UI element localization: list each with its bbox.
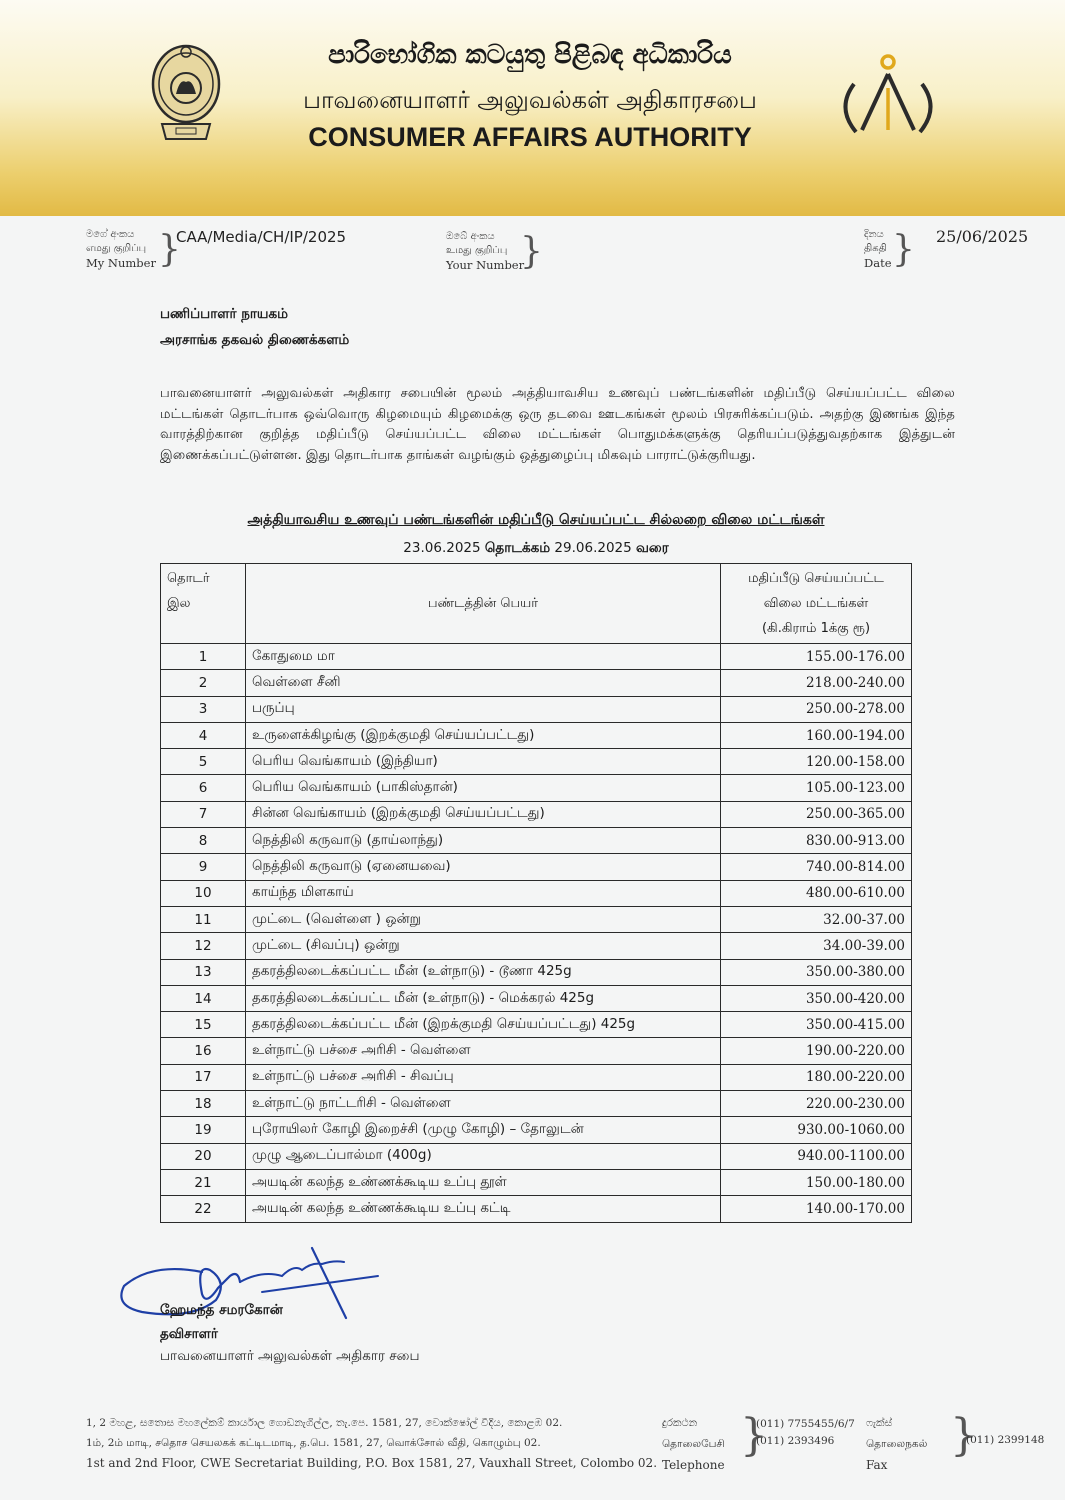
handwritten-signature-icon (112, 1242, 387, 1334)
item-price: 218.00-240.00 (721, 670, 912, 696)
table-row (161, 722, 912, 748)
brace-icon: } (892, 229, 915, 270)
item-name: தகரத்திலடைக்கப்பட்ட மீன் (உள்நாடு) - டூணா 425g (246, 959, 721, 985)
row-number: 10 (161, 880, 246, 906)
my-number-label: මගේ අංකය எமது குறிப்பு My Number (86, 229, 156, 270)
item-name: உள்நாட்டு நாட்டரிசி - வெள்ளை (246, 1091, 721, 1117)
item-name: காய்ந்த மிளகாய் (246, 880, 721, 906)
row-number: 2 (161, 670, 246, 696)
row-number: 20 (161, 1143, 246, 1169)
caa-logo-icon (832, 52, 944, 138)
row-number: 1 (161, 644, 246, 670)
item-price: 930.00-1060.00 (721, 1117, 912, 1143)
row-number: 3 (161, 696, 246, 722)
table-row (161, 1117, 912, 1143)
item-price: 350.00-420.00 (721, 985, 912, 1011)
item-price: 32.00-37.00 (721, 906, 912, 932)
row-number: 13 (161, 959, 246, 985)
item-name: உள்நாட்டு பச்சை அரிசி - வெள்ளை (246, 1038, 721, 1064)
row-number: 19 (161, 1117, 246, 1143)
item-price: 34.00-39.00 (721, 933, 912, 959)
item-price: 140.00-170.00 (721, 1196, 912, 1222)
item-price: 220.00-230.00 (721, 1091, 912, 1117)
item-name: அயடின் கலந்த உண்ணக்கூடிய உப்பு தூள் (246, 1169, 721, 1195)
item-price: 105.00-123.00 (721, 775, 912, 801)
row-number: 17 (161, 1064, 246, 1090)
table-row (161, 696, 912, 722)
footer-address-tamil: 1ம், 2ம் மாடி, சதொச செயலகக் கட்டிடமாடி, த.பெ. 1581, 27, வொக்சோல் வீதி, கொழும்பு 02. (86, 1437, 541, 1449)
row-number: 18 (161, 1091, 246, 1117)
table-row (161, 670, 912, 696)
row-number: 7 (161, 801, 246, 827)
table-title: அத்தியாவசிய உணவுப் பண்டங்களின் மதிப்பீடு செய்யப்பட்ட சில்லறை விலை மட்டங்கள் (247, 512, 825, 528)
footer-address-english: 1st and 2nd Floor, CWE Secretariat Building, P.O. Box 1581, 27, Vauxhall Street, Colombo 02. (86, 1456, 658, 1470)
signatory-name: ஹேமந்த சமரகோன் (160, 1302, 283, 1318)
item-name: நெத்திலி கருவாடு (ஏனையவை) (246, 854, 721, 880)
table-header-row (161, 564, 912, 644)
item-price: 250.00-278.00 (721, 696, 912, 722)
date-value: 25/06/2025 (936, 227, 1029, 246)
item-price: 830.00-913.00 (721, 828, 912, 854)
table-row (161, 906, 912, 932)
footer-address (86, 1413, 657, 1473)
item-name: சின்ன வெங்காயம் (இறக்குமதி செய்யப்பட்டது) (246, 801, 721, 827)
item-price: 740.00-814.00 (721, 854, 912, 880)
item-name: புரோயிலர் கோழி இறைச்சி (முழு கோழி) – தோலுடன் (246, 1117, 721, 1143)
sri-lanka-emblem-icon (150, 44, 222, 146)
table-row (161, 1143, 912, 1169)
row-number: 11 (161, 906, 246, 932)
item-price: 155.00-176.00 (721, 644, 912, 670)
your-number-label: ඔබේ අංකය உமது குறிப்பு Your Number (446, 231, 525, 272)
price-table (160, 563, 912, 1223)
row-number: 21 (161, 1169, 246, 1195)
row-number: 5 (161, 749, 246, 775)
row-number: 8 (161, 828, 246, 854)
item-name: முட்டை (வெள்ளை ) ஒன்று (246, 906, 721, 932)
org-name-tamil: பாவனையாளர் அலுவல்கள் அதிகாரசபை (303, 86, 757, 114)
brace-icon: } (740, 1410, 768, 1461)
table-row (161, 1196, 912, 1222)
table-row (161, 880, 912, 906)
body-paragraph: பாவனையாளர் அலுவல்கள் அதிகார சபையின் மூலம் அத்தியாவசிய உணவுப் பண்டங்களின் மதிப்பீடு செய்யப்பட்ட விலை மட்டங்கள் தொடர்பாக ஒவ்வொரு கிழமையும் கிழமைக்கு ஒரு தடவை ஊடகங்கள் மூலம் பிரசுரிக்கப்படும். அதற்கு இணங்க இந்த வாரத்திற்கான குறித்த மதிப்பீடு செய்யப்பட்ட விலை மட்டங்கள் பொதுமக்களுக்கு தெரியப்படுத்துவதற்காக இத்துடன் இணைக்கப்பட்டுள்ளன. இது தொடர்பாக தாங்கள் வழங்கும் ஒத்துழைப்பு மிகவும் பாராட்டுக்குரியது. (160, 386, 955, 463)
brace-icon: } (950, 1410, 978, 1461)
table-row (161, 1012, 912, 1038)
col-header-name: பண்டத்தின் பெயர் (246, 564, 721, 644)
fax-label: ෆැක්ස් தொலைநகல் Fax (866, 1417, 928, 1472)
item-name: பெரிய வெங்காயம் (இந்தியா) (246, 749, 721, 775)
row-number: 16 (161, 1038, 246, 1064)
item-price: 350.00-415.00 (721, 1012, 912, 1038)
signatory-org: பாவனையாளர் அலுவல்கள் அதிகார சபை (160, 1348, 420, 1364)
item-name: கோதுமை மா (246, 644, 721, 670)
table-row (161, 854, 912, 880)
item-name: நெத்திலி கருவாடு (தாய்லாந்து) (246, 828, 721, 854)
org-name-english: CONSUMER AFFAIRS AUTHORITY (308, 122, 752, 152)
item-name: தகரத்திலடைக்கப்பட்ட மீன் (இறக்குமதி செய்யப்பட்டது) 425g (246, 1012, 721, 1038)
row-number: 9 (161, 854, 246, 880)
telephone-numbers: (011) 7755455/6/7 (011) 2393496 (756, 1418, 855, 1447)
item-price: 150.00-180.00 (721, 1169, 912, 1195)
item-name: அயடின் கலந்த உண்ணக்கூடிய உப்பு கட்டி (246, 1196, 721, 1222)
row-number: 22 (161, 1196, 246, 1222)
table-row (161, 933, 912, 959)
table-row (161, 1064, 912, 1090)
row-number: 15 (161, 1012, 246, 1038)
table-row (161, 775, 912, 801)
col-header-price: மதிப்பீடு செய்யப்பட்ட விலை மட்டங்கள் (கி.கிராம் 1க்கு ரூ) (721, 564, 912, 644)
table-row (161, 1169, 912, 1195)
item-price: 120.00-158.00 (721, 749, 912, 775)
footer-address-sinhala: 1, 2 මහළ, සතොස මහලේකම් කාර්යාල ගොඩනැගිල්ල, තැ.පෙ. 1581, 27, වොක්ෂෝල් වීදිය, කොළඹ 02. (86, 1417, 563, 1429)
row-number: 6 (161, 775, 246, 801)
item-name: பெரிய வெங்காயம் (பாகிஸ்தான்) (246, 775, 721, 801)
col-header-number: தொடர் இல (161, 564, 246, 644)
item-price: 250.00-365.00 (721, 801, 912, 827)
brace-icon: } (520, 231, 543, 272)
my-number-value: CAA/Media/CH/IP/2025 (176, 228, 347, 246)
table-row (161, 959, 912, 985)
addressee-line-1: பணிப்பாளர் நாயகம் (160, 306, 288, 322)
telephone-label: දුරකථන தொலைபேசி Telephone (662, 1417, 725, 1472)
addressee-line-2: அரசாங்க தகவல் திணைக்களம் (160, 332, 350, 348)
row-number: 14 (161, 985, 246, 1011)
table-row (161, 985, 912, 1011)
item-price: 190.00-220.00 (721, 1038, 912, 1064)
row-number: 12 (161, 933, 246, 959)
table-period: 23.06.2025 தொடக்கம் 29.06.2025 வரை (403, 540, 669, 556)
signatory-title: தவிசாளர் (160, 1326, 218, 1342)
letterhead-band (0, 0, 1065, 216)
item-price: 480.00-610.00 (721, 880, 912, 906)
brace-icon: } (158, 229, 181, 270)
table-row (161, 644, 912, 670)
item-name: தகரத்திலடைக்கப்பட்ட மீன் (உள்நாடு) - மெக்கரல் 425g (246, 985, 721, 1011)
item-name: உள்நாட்டு பச்சை அரிசி - சிவப்பு (246, 1064, 721, 1090)
fax-number: (011) 2399148 (966, 1434, 1045, 1446)
item-name: உருளைக்கிழங்கு (இறக்குமதி செய்யப்பட்டது) (246, 722, 721, 748)
org-name-sinhala: පාරිභෝගික කටයුතු පිළිබඳ අධිකාරිය (328, 40, 732, 70)
table-row (161, 1091, 912, 1117)
table-row (161, 828, 912, 854)
item-price: 940.00-1100.00 (721, 1143, 912, 1169)
item-price: 350.00-380.00 (721, 959, 912, 985)
item-name: முழு ஆடைப்பால்மா (400g) (246, 1143, 721, 1169)
table-row (161, 749, 912, 775)
item-price: 180.00-220.00 (721, 1064, 912, 1090)
item-name: வெள்ளை சீனி (246, 670, 721, 696)
item-name: முட்டை (சிவப்பு) ஒன்று (246, 933, 721, 959)
table-row (161, 801, 912, 827)
item-price: 160.00-194.00 (721, 722, 912, 748)
row-number: 4 (161, 722, 246, 748)
date-label: දිනය திகதி Date (864, 229, 892, 270)
table-row (161, 1038, 912, 1064)
item-name: பருப்பு (246, 696, 721, 722)
